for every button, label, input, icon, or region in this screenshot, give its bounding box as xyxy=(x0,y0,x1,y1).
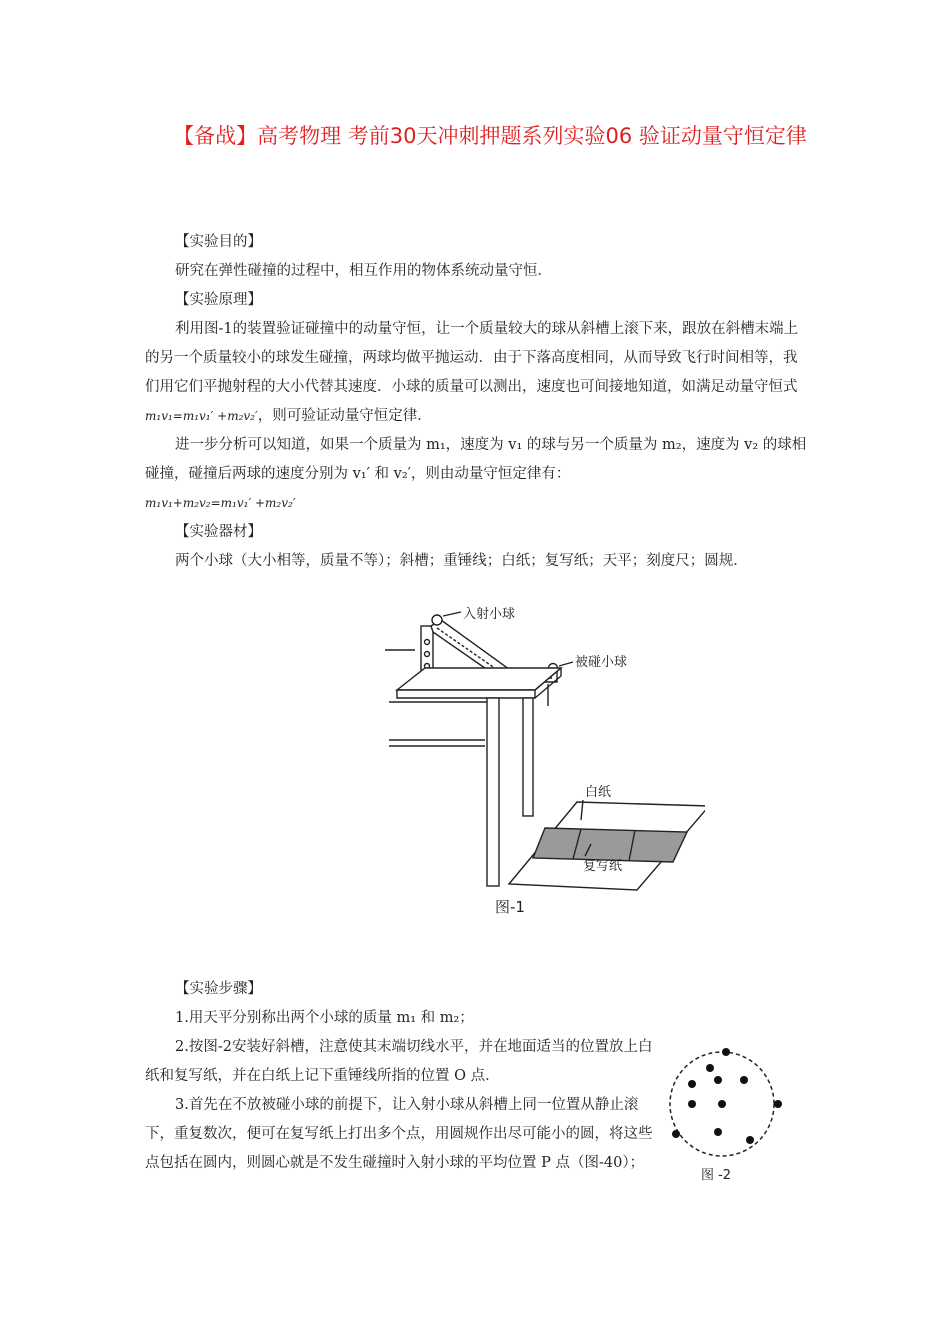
step-1: 1.用天平分别称出两个小球的质量 m₁ 和 m₂； xyxy=(175,1010,474,1026)
purpose-heading: 【实验目的】 xyxy=(175,234,262,250)
figure-2-caption: 图 -2 xyxy=(700,1168,732,1183)
principle-paragraph-1 xyxy=(145,315,810,431)
principle-heading: 【实验原理】 xyxy=(175,292,262,308)
equipment-heading: 【实验器材】 xyxy=(175,524,262,540)
document-title: 【备战】高考物理 考前30天冲刺押题系列实验06 验证动量守恒定律 xyxy=(173,124,807,148)
label-white-paper: 白纸 xyxy=(585,785,612,800)
purpose-text: 研究在弹性碰撞的过程中，相互作用的物体系统动量守恒． xyxy=(175,263,552,279)
label-incident-ball: 入射小球 xyxy=(463,607,516,622)
equipment-text: 两个小球（大小相等，质量不等）；斜槽；重锤线；白纸；复写纸；天平；刻度尺；圆规． xyxy=(175,553,748,569)
principle-p1-text: 利用图-1的装置验证碰撞中的动量守恒，让一个质量较大的球从斜槽上滚下来，跟放在斜槽末端上的另一个质量较小的球发生碰撞，两球均做平抛运动．由于下落高度相同，从而导致飞行时间相等，我们用它们平抛射程的大小代替其速度．小球的质量可以测出，速度也可间接地知道，如满足动量守恒式 xyxy=(145,321,799,395)
momentum-formula-2: m₁v₁+m₂v₂=m₁v₁′ +m₂v₂′ xyxy=(145,496,296,510)
principle-p1-end: ，则可验证动量守恒定律． xyxy=(257,408,432,424)
document-body xyxy=(145,228,810,576)
momentum-formula-1: m₁v₁=m₁v₁′ +m₂v₂′ xyxy=(145,409,258,423)
figure-2 xyxy=(666,1042,784,1192)
principle-paragraph-2: 进一步分析可以知道，如果一个质量为 m₁，速度为 v₁ 的球与另一个质量为 m₂，速度为 v₂ 的球相碰撞，碰撞后两球的速度分别为 v₁′ 和 v₂′，则由动量守恒定律有： xyxy=(145,437,807,482)
figure-2-dot-circle xyxy=(666,1042,784,1162)
label-target-ball: 被碰小球 xyxy=(575,655,628,670)
step-2: 2.按图-2安装好斜槽，注意使其末端切线水平，并在地面适当的位置放上白纸和复写纸，并在白纸上记下重锤线所指的位置 O 点． xyxy=(145,1039,653,1084)
figure-1-caption: 图-1 xyxy=(495,898,525,916)
step-3: 3.首先在不放被碰小球的前提下，让入射小球从斜槽上同一位置从静止滚下，重复数次，便可在复写纸上打出多个点，用圆规作出尽可能小的圆，将这些点包括在圆内，则圆心就是不发生碰撞时入射小球的平均位置 P 点（图-40）； xyxy=(145,1097,653,1171)
steps-heading: 【实验步骤】 xyxy=(175,981,262,997)
steps-section xyxy=(145,975,655,1178)
figure-1-apparatus xyxy=(385,606,705,931)
label-carbon-paper: 复写纸 xyxy=(583,859,623,874)
